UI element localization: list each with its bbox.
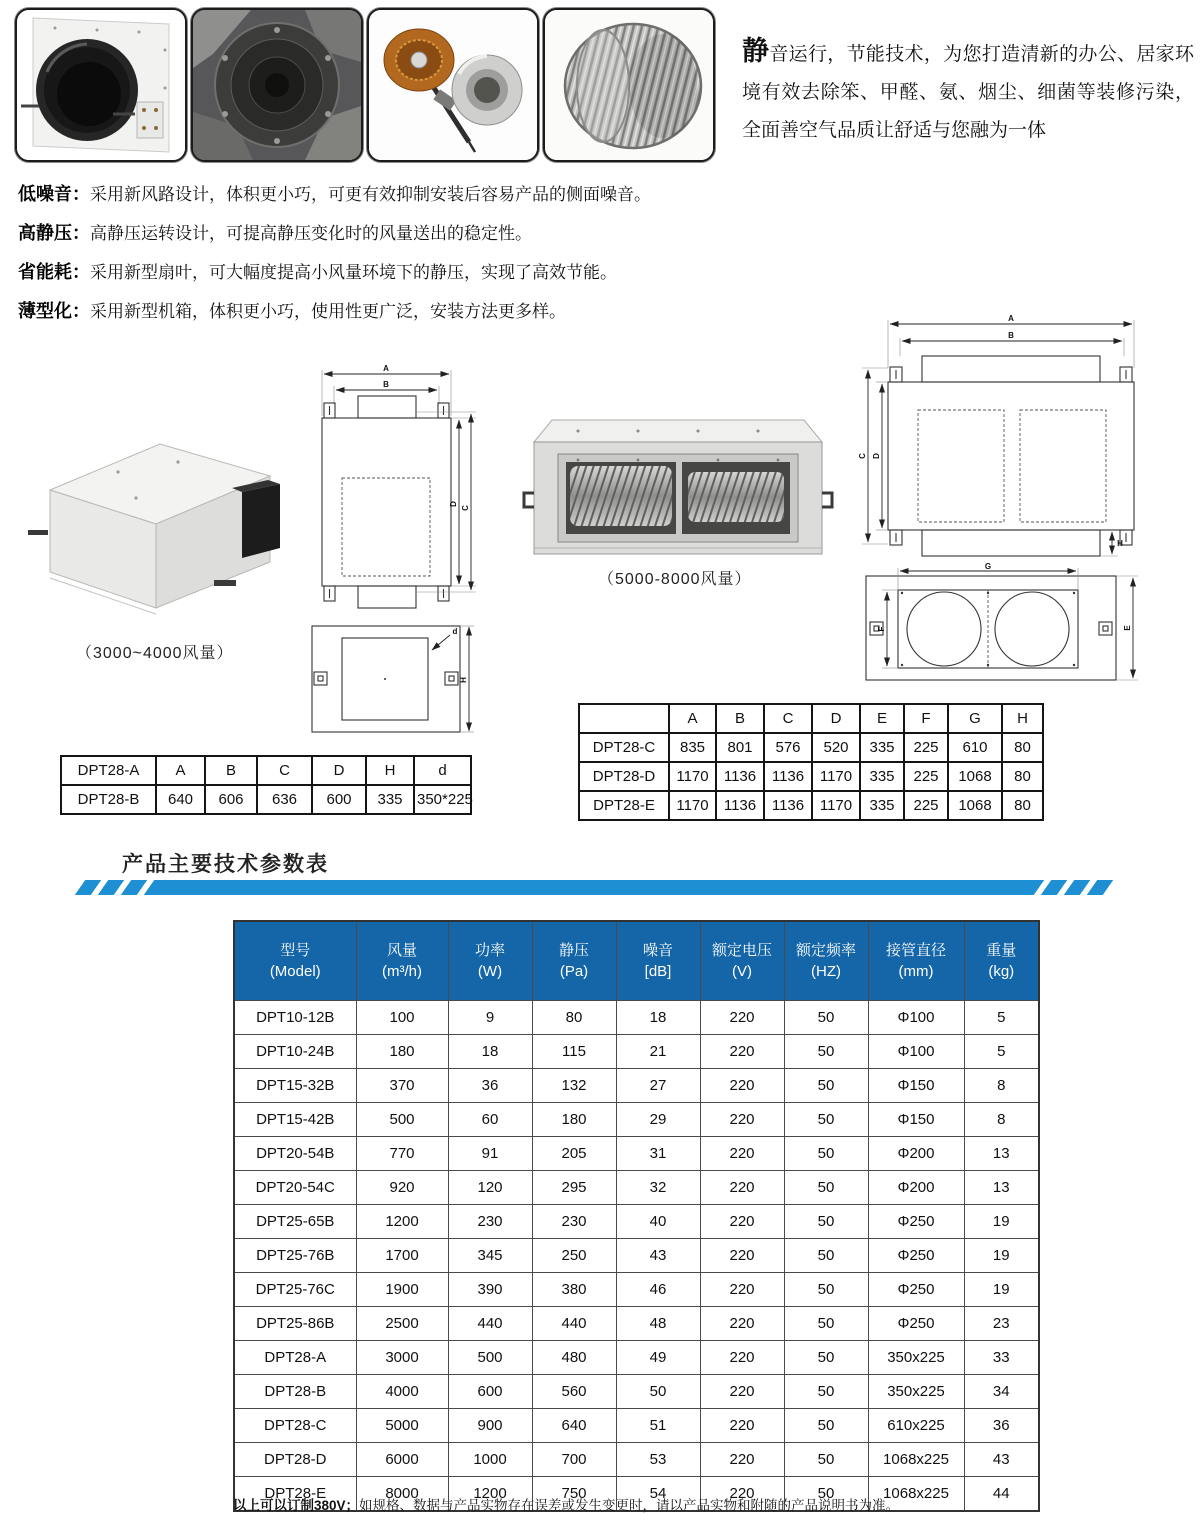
table-cell: 220 (700, 1205, 784, 1239)
table-cell: 53 (616, 1443, 700, 1477)
table-row (234, 1273, 1039, 1307)
table-row (579, 762, 1043, 791)
table-cell: 40 (616, 1205, 700, 1239)
table-cell: 1136 (764, 791, 812, 820)
table-cell: 9 (448, 1001, 532, 1035)
table-cell: 43 (616, 1239, 700, 1273)
table-cell: A (156, 756, 205, 785)
table-row (234, 1341, 1039, 1375)
table-cell: 335 (366, 785, 414, 814)
dim-label: C (461, 505, 470, 511)
table-cell: 23 (964, 1307, 1039, 1341)
table-cell: 220 (700, 1443, 784, 1477)
column-header: 型号 (Model) (234, 921, 356, 1001)
column-header: 噪音 [dB] (616, 921, 700, 1001)
column-header: 重量 (kg) (964, 921, 1039, 1001)
table-row (61, 785, 471, 814)
table-cell: 49 (616, 1341, 700, 1375)
table-cell: 636 (257, 785, 312, 814)
table-cell: 80 (1002, 733, 1043, 762)
table-cell: 180 (532, 1103, 616, 1137)
feature-text: 采用新型机箱，体积更小巧，使用性更广泛，安装方法更多样。 (90, 302, 566, 321)
dim-label: E (1123, 625, 1132, 631)
table-cell: Φ250 (868, 1205, 964, 1239)
table-row (234, 1443, 1039, 1477)
table-cell: 920 (356, 1171, 448, 1205)
table-cell: 50 (784, 1239, 868, 1273)
table-cell: 180 (356, 1035, 448, 1069)
table-cell: 770 (356, 1137, 448, 1171)
table-cell: DPT28-A (61, 756, 156, 785)
table-cell: 6000 (356, 1443, 448, 1477)
table-cell: DPT15-42B (234, 1103, 356, 1137)
table-cell: 50 (784, 1375, 868, 1409)
feature-label: 低噪音： (18, 184, 90, 204)
dim-label: G (984, 562, 992, 571)
table-cell: 120 (448, 1171, 532, 1205)
table-row (234, 1171, 1039, 1205)
table-cell: 1000 (448, 1443, 532, 1477)
table-cell: 1200 (356, 1205, 448, 1239)
table-cell: 640 (156, 785, 205, 814)
footnote-text: 如规格、数据与产品实物存在误差或发生变更时，请以产品实物和附随的产品说明书为准。 (359, 1498, 900, 1513)
table-cell: Φ250 (868, 1273, 964, 1307)
product-photo-blower-wheel (543, 8, 715, 162)
dim-label: B (383, 380, 389, 389)
column-header: 静压 (Pa) (532, 921, 616, 1001)
table-cell: 2500 (356, 1307, 448, 1341)
table-cell: 335 (860, 733, 904, 762)
product-photo-rotor-bearing (367, 8, 539, 162)
table-cell: 48 (616, 1307, 700, 1341)
table-cell: Φ250 (868, 1239, 964, 1273)
table-cell: 27 (616, 1069, 700, 1103)
table-row (61, 756, 471, 785)
product-photo-duct-fan (15, 8, 187, 162)
table-cell: A (669, 704, 716, 733)
dim-label: d (452, 627, 458, 636)
table-cell: 220 (700, 1409, 784, 1443)
table-cell: 220 (700, 1341, 784, 1375)
table-cell: Φ200 (868, 1171, 964, 1205)
table-cell: 345 (448, 1239, 532, 1273)
table-cell: 19 (964, 1205, 1039, 1239)
table-cell: 8000 (356, 1477, 448, 1512)
table-cell: 5000 (356, 1409, 448, 1443)
unit-3d-small (18, 412, 293, 627)
table-cell: d (414, 756, 471, 785)
table-cell: 610x225 (868, 1409, 964, 1443)
band-bar (144, 880, 1045, 895)
table-cell: 18 (616, 1001, 700, 1035)
table-cell: 132 (532, 1069, 616, 1103)
dim-label: D (449, 501, 458, 507)
table-cell: 230 (448, 1205, 532, 1239)
table-cell: 600 (312, 785, 366, 814)
table-cell: Φ150 (868, 1103, 964, 1137)
table-cell: 19 (964, 1273, 1039, 1307)
table-cell: 500 (448, 1341, 532, 1375)
table-cell: 50 (784, 1035, 868, 1069)
table-cell: 80 (1002, 762, 1043, 791)
table-cell: 560 (532, 1375, 616, 1409)
table-cell: Φ250 (868, 1307, 964, 1341)
dim-label: H (459, 677, 468, 683)
table-cell: B (205, 756, 257, 785)
column-header: 额定电压 (V) (700, 921, 784, 1001)
table-cell: 5 (964, 1035, 1039, 1069)
table-cell: 220 (700, 1001, 784, 1035)
table-cell: 225 (904, 762, 948, 791)
table-cell: 225 (904, 733, 948, 762)
table-cell: D (812, 704, 860, 733)
table-cell: 1200 (448, 1477, 532, 1512)
drawing-small-front-view (294, 612, 479, 752)
table-cell: 50 (784, 1409, 868, 1443)
feature-list (18, 180, 758, 336)
table-cell: DPT28-B (234, 1375, 356, 1409)
table-cell: 205 (532, 1137, 616, 1171)
table-cell: G (948, 704, 1002, 733)
table-cell: 640 (532, 1409, 616, 1443)
table-cell: 13 (964, 1171, 1039, 1205)
table-cell: 370 (356, 1069, 448, 1103)
table-cell: 600 (448, 1375, 532, 1409)
table-cell: 225 (904, 791, 948, 820)
table-cell: 51 (616, 1409, 700, 1443)
table-cell: 4000 (356, 1375, 448, 1409)
table-cell: 1136 (716, 791, 764, 820)
band-slash (1064, 880, 1091, 895)
table-row (234, 1307, 1039, 1341)
table-cell: 33 (964, 1341, 1039, 1375)
table-cell: H (366, 756, 414, 785)
section-title: 产品主要技术参数表 (122, 853, 329, 876)
caption-small-unit: （3000~4000风量） (76, 645, 234, 662)
table-cell: 50 (784, 1477, 868, 1512)
table-cell: 220 (700, 1273, 784, 1307)
table-cell: DPT28-D (234, 1443, 356, 1477)
duct-fan-illustration (17, 10, 185, 160)
table-cell: 250 (532, 1239, 616, 1273)
dim-label: C (858, 453, 867, 459)
product-photo-motor (191, 8, 363, 162)
table-cell: DPT25-86B (234, 1307, 356, 1341)
spec-table (233, 920, 1040, 1512)
table-row (234, 1001, 1039, 1035)
feature-energy-saving (18, 258, 758, 284)
table-cell: B (716, 704, 764, 733)
table-cell: 520 (812, 733, 860, 762)
table-row (234, 1205, 1039, 1239)
drawing-large-front-view (856, 562, 1151, 697)
column-header: 接管直径 (mm) (868, 921, 964, 1001)
table-cell: 36 (964, 1409, 1039, 1443)
table-cell: 80 (532, 1001, 616, 1035)
table-cell: DPT15-32B (234, 1069, 356, 1103)
blower-wheel-illustration (545, 10, 713, 160)
table-cell: 220 (700, 1307, 784, 1341)
table-cell: F (904, 704, 948, 733)
rotor-bearing-illustration (369, 10, 537, 160)
table-cell: 440 (448, 1307, 532, 1341)
intro-text: 音运行，节能技术，为您打造清新的办公、居家环境有效去除笨、甲醛、氨、烟尘、细菌等装修污染，全面善空气品质让舒适与您融为一体 (742, 44, 1194, 141)
table-row (579, 791, 1043, 820)
unit-3d-large (518, 398, 838, 573)
dim-label: H (1117, 539, 1123, 548)
table-cell: 610 (948, 733, 1002, 762)
large-unit-illustration (518, 398, 838, 568)
table-cell: 350x225 (868, 1375, 964, 1409)
table-cell: 295 (532, 1171, 616, 1205)
table-cell: 5 (964, 1001, 1039, 1035)
table-cell: 18 (448, 1035, 532, 1069)
table-row (234, 1137, 1039, 1171)
table-row (234, 1035, 1039, 1069)
table-cell: 900 (448, 1409, 532, 1443)
table-cell: 50 (616, 1375, 700, 1409)
table-cell: 60 (448, 1103, 532, 1137)
table-cell: DPT28-B (61, 785, 156, 814)
band-slash (98, 880, 125, 895)
dim-label: F (877, 626, 886, 632)
table-cell: 335 (860, 762, 904, 791)
table-row (234, 1069, 1039, 1103)
table-cell: 1170 (669, 791, 716, 820)
table-cell: 750 (532, 1477, 616, 1512)
table-cell: DPT28-C (234, 1409, 356, 1443)
band-slash (75, 880, 102, 895)
table-cell: 50 (784, 1137, 868, 1171)
table-cell: 576 (764, 733, 812, 762)
table-cell: 54 (616, 1477, 700, 1512)
table-cell: 50 (784, 1171, 868, 1205)
feature-label: 高静压： (18, 223, 90, 243)
table-cell: 380 (532, 1273, 616, 1307)
decorative-band (80, 880, 1108, 895)
table-cell: Φ150 (868, 1069, 964, 1103)
table-cell: 220 (700, 1239, 784, 1273)
table-cell: 43 (964, 1443, 1039, 1477)
feature-text: 高静压运转设计，可提高静压变化时的风量送出的稳定性。 (90, 224, 532, 243)
table-cell: 8 (964, 1103, 1039, 1137)
table-cell: Φ100 (868, 1001, 964, 1035)
footnote-bold: 以上可以订制380V； (233, 1498, 360, 1513)
table-cell: 8 (964, 1069, 1039, 1103)
table-cell: 13 (964, 1137, 1039, 1171)
table-cell: 36 (448, 1069, 532, 1103)
table-cell: 220 (700, 1171, 784, 1205)
table-cell: 220 (700, 1069, 784, 1103)
table-cell: 34 (964, 1375, 1039, 1409)
table-cell: Φ200 (868, 1137, 964, 1171)
table-cell: E (860, 704, 904, 733)
table-cell: 50 (784, 1341, 868, 1375)
dimension-table-dpt28cde (578, 703, 1044, 821)
intro-paragraph (742, 32, 1194, 150)
table-cell: 19 (964, 1239, 1039, 1273)
table-cell: 801 (716, 733, 764, 762)
table-cell: 220 (700, 1137, 784, 1171)
table-cell: DPT25-76C (234, 1273, 356, 1307)
feature-high-pressure (18, 219, 758, 245)
table-cell: 1068 (948, 791, 1002, 820)
table-cell: 50 (784, 1001, 868, 1035)
table-cell: 1700 (356, 1239, 448, 1273)
table-cell: 3000 (356, 1341, 448, 1375)
table-cell: DPT25-76B (234, 1239, 356, 1273)
footnote (233, 1494, 1073, 1514)
table-cell: 480 (532, 1341, 616, 1375)
table-cell: 220 (700, 1375, 784, 1409)
feature-text: 采用新型扇叶，可大幅度提高小风量环境下的静压，实现了高效节能。 (90, 263, 617, 282)
table-cell: 1068x225 (868, 1443, 964, 1477)
table-cell: 50 (784, 1273, 868, 1307)
feature-label: 薄型化： (18, 301, 90, 321)
table-row (234, 1239, 1039, 1273)
table-cell: 220 (700, 1103, 784, 1137)
table-row (579, 733, 1043, 762)
motor-illustration (193, 10, 361, 160)
table-cell: 335 (860, 791, 904, 820)
table-cell: DPT10-24B (234, 1035, 356, 1069)
table-cell (579, 704, 669, 733)
table-cell: DPT28-A (234, 1341, 356, 1375)
small-front-view-svg (294, 612, 479, 747)
table-cell: C (764, 704, 812, 733)
table-cell: 1170 (812, 791, 860, 820)
large-front-view-svg (856, 562, 1151, 692)
band-slash (1041, 880, 1068, 895)
spec-table-body (234, 1001, 1039, 1512)
table-cell: 115 (532, 1035, 616, 1069)
table-cell: 1136 (764, 762, 812, 791)
table-cell: 220 (700, 1477, 784, 1512)
table-cell: 1170 (669, 762, 716, 791)
column-header: 风量 (m³/h) (356, 921, 448, 1001)
table-cell: 32 (616, 1171, 700, 1205)
table-cell: 835 (669, 733, 716, 762)
dim-label: A (1008, 314, 1014, 323)
caption-large-unit: （5000-8000风量） (598, 571, 752, 588)
band-slash (121, 880, 148, 895)
feature-slim (18, 297, 758, 323)
table-cell: 46 (616, 1273, 700, 1307)
table-cell: 1170 (812, 762, 860, 791)
band-slash (1087, 880, 1114, 895)
table-cell: 50 (784, 1443, 868, 1477)
table-cell: 91 (448, 1137, 532, 1171)
dim-label: A (383, 364, 389, 373)
feature-label: 省能耗： (18, 262, 90, 282)
table-cell: 220 (700, 1035, 784, 1069)
table-cell: 440 (532, 1307, 616, 1341)
dim-label: D (872, 453, 881, 459)
table-cell: 50 (784, 1069, 868, 1103)
column-header: 功率 (W) (448, 921, 532, 1001)
table-cell: 350x225 (868, 1341, 964, 1375)
drawing-large-top-view (856, 310, 1156, 567)
table-cell: DPT25-65B (234, 1205, 356, 1239)
table-cell: 390 (448, 1273, 532, 1307)
table-row (234, 1409, 1039, 1443)
table-cell: DPT20-54B (234, 1137, 356, 1171)
small-unit-illustration (18, 412, 293, 622)
table-cell: 1900 (356, 1273, 448, 1307)
table-cell: 1136 (716, 762, 764, 791)
table-cell: 44 (964, 1477, 1039, 1512)
large-top-view-svg (856, 310, 1156, 562)
table-cell: H (1002, 704, 1043, 733)
table-cell: 31 (616, 1137, 700, 1171)
column-header: 额定频率 (HZ) (784, 921, 868, 1001)
table-cell: D (312, 756, 366, 785)
dim-label: B (1008, 331, 1014, 340)
table-cell: 80 (1002, 791, 1043, 820)
table-cell: 1068x225 (868, 1477, 964, 1512)
table-row (234, 1103, 1039, 1137)
table-cell: 500 (356, 1103, 448, 1137)
table-cell: 21 (616, 1035, 700, 1069)
table-cell: 700 (532, 1443, 616, 1477)
intro-lead-character: 静 (742, 36, 770, 66)
table-cell: 1068 (948, 762, 1002, 791)
table-cell: DPT28-E (579, 791, 669, 820)
table-row (579, 704, 1043, 733)
table-cell: DPT20-54C (234, 1171, 356, 1205)
drawing-small-top-view (294, 358, 479, 623)
table-cell: 50 (784, 1103, 868, 1137)
spec-header-row (234, 921, 1039, 1001)
dimension-table-dpt28ab (60, 755, 472, 815)
feature-low-noise (18, 180, 758, 206)
feature-text: 采用新风路设计，体积更小巧，可更有效抑制安装后容易产品的侧面噪音。 (90, 185, 651, 204)
table-cell: DPT28-D (579, 762, 669, 791)
table-cell: 606 (205, 785, 257, 814)
table-cell: 50 (784, 1307, 868, 1341)
small-top-view-svg (294, 358, 479, 618)
table-cell: 50 (784, 1205, 868, 1239)
table-row (234, 1375, 1039, 1409)
table-cell: 230 (532, 1205, 616, 1239)
spec-table-header (234, 921, 1039, 1001)
table-cell: 100 (356, 1001, 448, 1035)
table-cell: DPT28-E (234, 1477, 356, 1512)
table-cell: 29 (616, 1103, 700, 1137)
table-cell: 350*225 (414, 785, 471, 814)
table-cell: C (257, 756, 312, 785)
table-cell: Φ100 (868, 1035, 964, 1069)
table-cell: DPT10-12B (234, 1001, 356, 1035)
table-cell: DPT28-C (579, 733, 669, 762)
